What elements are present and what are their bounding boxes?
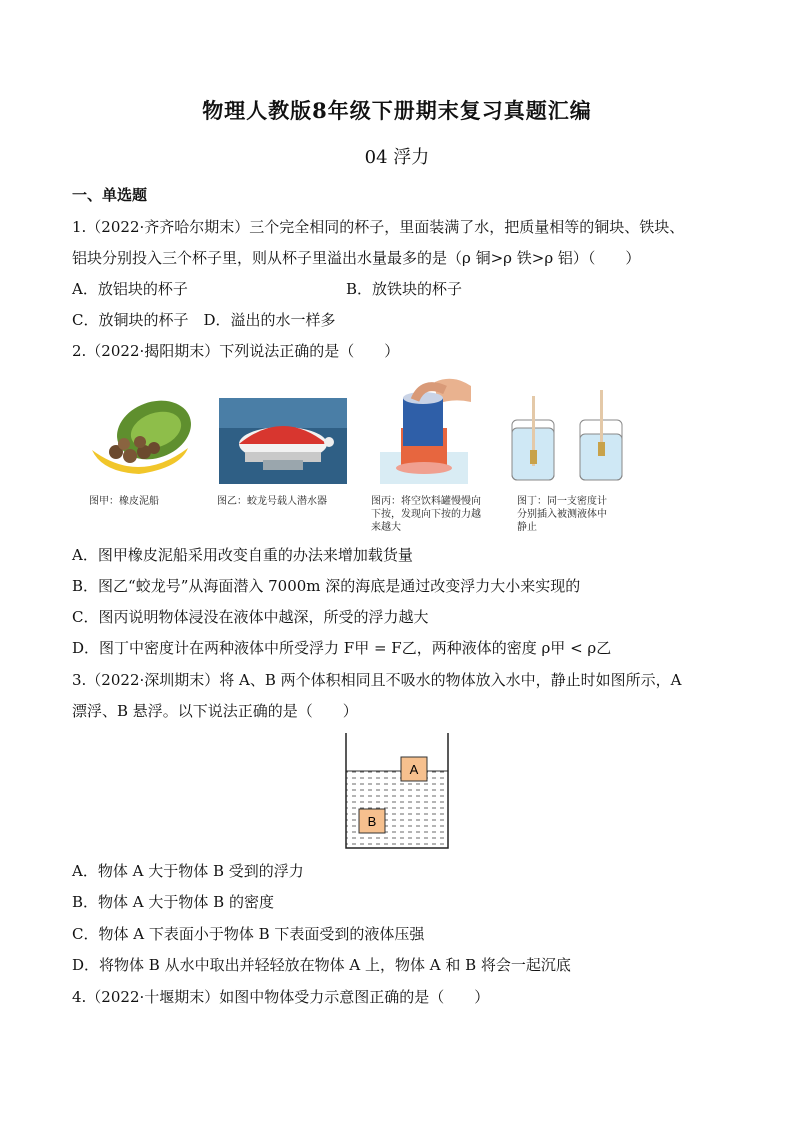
q1-option-cd: C．放铜块的杯子 D．溢出的水一样多 (72, 311, 336, 329)
caption-yi: 图乙：蛟龙号载人潜水器 (217, 496, 327, 507)
q2-option-a: A．图甲橡皮泥船采用改变自重的办法来增加载货量 (72, 546, 413, 564)
float-suspend-diagram (344, 733, 450, 851)
q1-option-b: B．放铁块的杯子 (346, 280, 463, 298)
q2-option-d: D．图丁中密度计在两种液体中所受浮力 F甲 = F乙，两种液体的密度 ρ甲 < ρ乙 (72, 639, 612, 657)
block-b-label: B (367, 814, 377, 829)
hydrometer-image (508, 390, 628, 486)
q3-option-c: C．物体 A 下表面小于物体 B 下表面受到的液体压强 (72, 925, 425, 943)
q3-stem-line1: 3.（2022·深圳期末）将 A、B 两个体积相同且不吸水的物体放入水中，静止时如图所示，A (72, 671, 682, 689)
q3-option-a: A．物体 A 大于物体 B 受到的浮力 (72, 862, 304, 880)
q2-option-c: C．图丙说明物体浸没在液体中越深，所受的浮力越大 (72, 608, 429, 626)
caption-bing-line2: 下按，发现向下按的力越 (371, 509, 481, 520)
caption-ding-line3: 静止 (517, 522, 537, 533)
q3-stem-line2: 漂浮、B 悬浮。以下说法正确的是（ ） (72, 702, 358, 720)
caption-bing-line3: 来越大 (371, 522, 401, 533)
can-press-image (375, 372, 475, 486)
clay-boat-image (84, 390, 194, 482)
q1-stem-line2: 铝块分别投入三个杯子里，则从杯子里溢出水量最多的是（ρ 铜>ρ 铁>ρ 铝）（ ） (72, 249, 641, 267)
caption-ding-line1: 图丁：同一支密度计 (517, 496, 607, 507)
page-subtitle: 04 浮力 (364, 147, 430, 168)
caption-bing-line1: 图丙：将空饮料罐慢慢向 (371, 496, 481, 507)
section-heading: 一、单选题 (72, 186, 148, 204)
submarine-image (219, 398, 347, 484)
q3-option-d: D．将物体 B 从水中取出并轻轻放在物体 A 上，物体 A 和 B 将会一起沉底 (72, 956, 571, 974)
q1-option-a: A．放铝块的杯子 (72, 280, 188, 298)
block-a-label: A (409, 762, 419, 777)
q3-option-b: B．物体 A 大于物体 B 的密度 (72, 893, 274, 911)
q1-stem-line1: 1.（2022·齐齐哈尔期末）三个完全相同的杯子，里面装满了水，把质量相等的铜块、铁块、 (72, 218, 685, 236)
q2-option-b: B．图乙“蛟龙号”从海面潜入 7000m 深的海底是通过改变浮力大小来实现的 (72, 577, 581, 595)
page-title: 物理人教版8年级下册期末复习真题汇编 (202, 98, 592, 123)
caption-ding-line2: 分别插入被测液体中 (517, 509, 607, 520)
q4-stem: 4.（2022·十堰期末）如图中物体受力示意图正确的是（ ） (72, 988, 490, 1006)
q2-stem: 2.（2022·揭阳期末）下列说法正确的是（ ） (72, 342, 400, 360)
caption-jia: 图甲：橡皮泥船 (89, 496, 159, 507)
